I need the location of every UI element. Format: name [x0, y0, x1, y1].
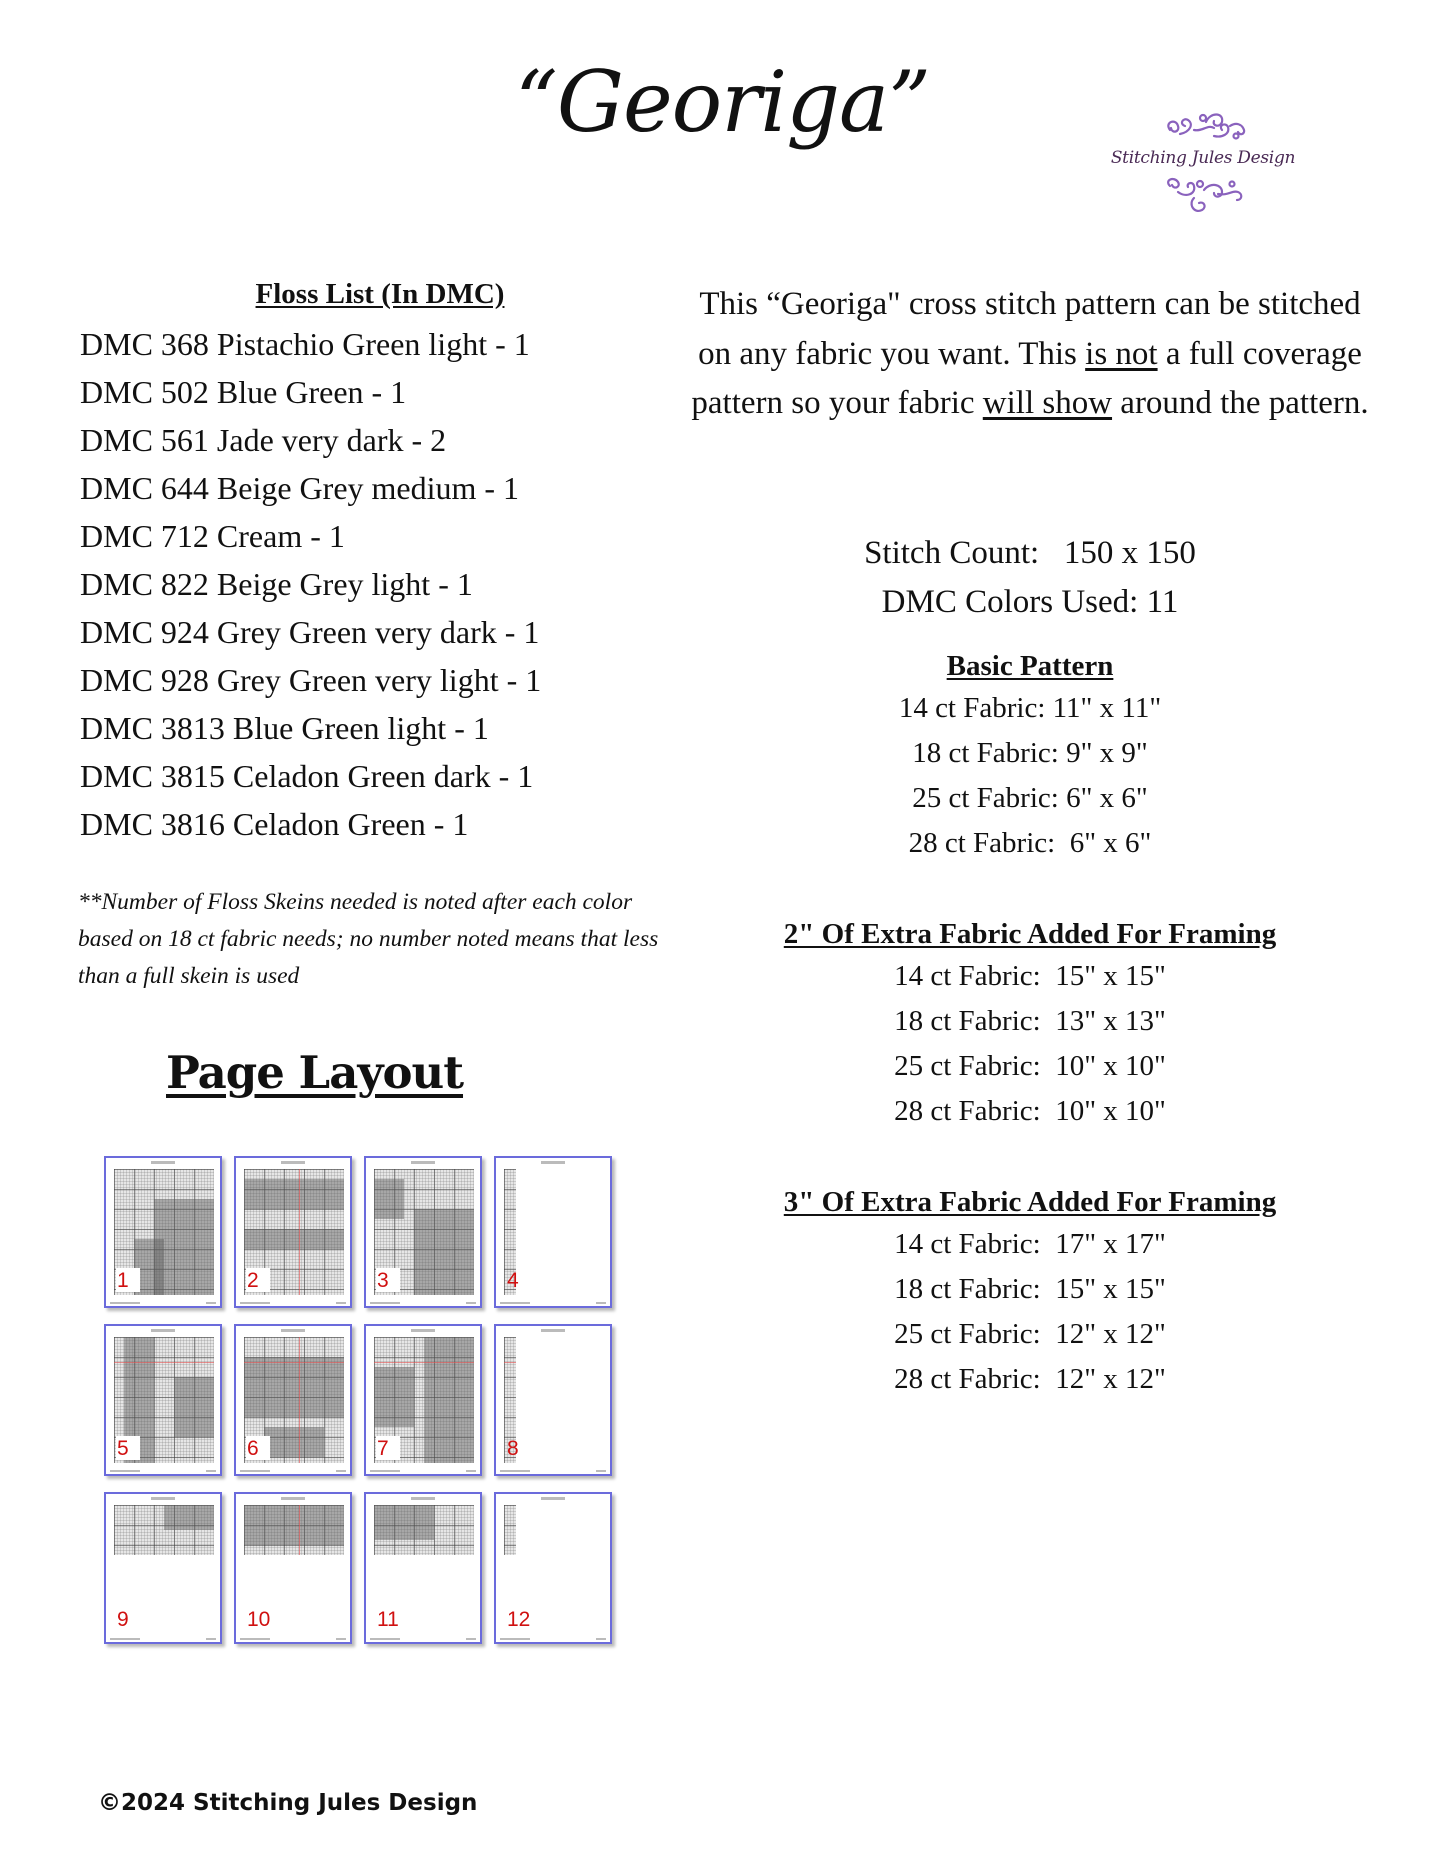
size-row: 25 ct Fabric: 6" x 6" — [912, 782, 1148, 814]
page-number-label: 5 — [117, 1437, 129, 1460]
thumbnail-chart-shading — [264, 1427, 324, 1457]
thumbnail-footer-mark — [500, 1638, 530, 1640]
thumbnail-chart-shading — [414, 1209, 474, 1295]
thumbnail-footer-mark — [500, 1470, 530, 1472]
size-row: 18 ct Fabric: 15" x 15" — [894, 1273, 1166, 1305]
thumbnail-chart-shading — [244, 1179, 344, 1209]
thumbnail-footer-mark — [370, 1638, 400, 1640]
floss-item: DMC 822 Beige Grey light - 1 — [80, 566, 473, 602]
size-row: 28 ct Fabric: 12" x 12" — [894, 1363, 1166, 1395]
thumbnail-page-mark — [206, 1302, 216, 1304]
page-thumbnail — [494, 1156, 612, 1308]
thumbnail-chart-grid — [374, 1505, 474, 1555]
thumbnail-center-line — [114, 1362, 214, 1363]
thumbnail-chart-grid — [504, 1505, 516, 1555]
thumbnail-chart-shading — [164, 1505, 214, 1530]
brand-logo — [1108, 108, 1298, 220]
thumbnail-title-mark — [151, 1329, 175, 1332]
thumbnail-page-mark — [596, 1302, 606, 1304]
intro-text: This “Georiga" cross stitch pattern can be stitched on any fabric you want. This — [698, 286, 1361, 372]
thumbnail-page-mark — [336, 1302, 346, 1304]
thumbnail-title-mark — [411, 1497, 435, 1500]
intro-text: a full coverage pattern so your fabric — [691, 335, 1362, 421]
floss-item: DMC 561 Jade very dark - 2 — [80, 422, 447, 458]
thumbnail-chart-shading — [244, 1229, 344, 1249]
thumbnail-title-mark — [281, 1497, 305, 1500]
thumbnail-title-mark — [151, 1161, 175, 1164]
page-number-label: 11 — [377, 1608, 399, 1631]
thumbnail-chart-shading — [244, 1505, 344, 1545]
page-thumbnail — [364, 1324, 482, 1476]
floss-item: DMC 928 Grey Green very light - 1 — [80, 662, 542, 698]
floss-skein-note: **Number of Floss Skeins needed is noted after each color based on 18 ct fabric needs; no number noted means that less than a full skein is used — [78, 889, 659, 989]
stitch-count: Stitch Count: 150 x 150 — [864, 535, 1196, 571]
size-row: 28 ct Fabric: 6" x 6" — [908, 827, 1152, 859]
thumbnail-footer-mark — [110, 1470, 140, 1472]
thumbnail-title-mark — [411, 1161, 435, 1164]
page-number-label: 4 — [507, 1269, 519, 1292]
section-heading: 3" Of Extra Fabric Added For Framing — [783, 1186, 1277, 1218]
thumbnail-center-line — [374, 1362, 474, 1363]
floss-list-heading: Floss List (In DMC) — [255, 278, 505, 310]
page-thumbnail — [364, 1492, 482, 1644]
thumbnail-chart-grid — [114, 1505, 214, 1555]
thumbnail-footer-mark — [500, 1302, 530, 1304]
page-number-label: 9 — [117, 1608, 129, 1631]
page-number-label: 7 — [377, 1437, 389, 1460]
colors-used: DMC Colors Used: 11 — [881, 584, 1179, 620]
thumbnail-title-mark — [541, 1161, 565, 1164]
extra-3in-section — [690, 1182, 1370, 1402]
size-row: 28 ct Fabric: 10" x 10" — [894, 1095, 1166, 1127]
floss-item: DMC 368 Pistachio Green light - 1 — [80, 326, 530, 362]
copyright-footer: ©2024 Stitching Jules Design — [98, 1790, 478, 1816]
thumbnail-footer-mark — [110, 1302, 140, 1304]
thumbnail-page-mark — [206, 1638, 216, 1640]
section-heading: 2" Of Extra Fabric Added For Framing — [783, 918, 1277, 950]
size-row: 25 ct Fabric: 10" x 10" — [894, 1050, 1166, 1082]
page-number-label: 3 — [377, 1269, 389, 1292]
thumbnail-chart-shading — [424, 1337, 474, 1463]
size-row: 14 ct Fabric: 15" x 15" — [894, 960, 1166, 992]
thumbnail-footer-mark — [370, 1302, 400, 1304]
intro-text: around the pattern. — [1112, 385, 1369, 421]
intro-emphasis-will-show: will show — [982, 385, 1113, 421]
thumbnail-center-line — [299, 1337, 300, 1463]
thumbnail-chart-shading — [374, 1505, 434, 1540]
size-row: 18 ct Fabric: 13" x 13" — [894, 1005, 1166, 1037]
size-row: 14 ct Fabric: 17" x 17" — [894, 1228, 1166, 1260]
thumbnail-chart-shading — [174, 1377, 214, 1437]
floss-item: DMC 3813 Blue Green light - 1 — [80, 710, 489, 746]
thumbnail-center-line — [299, 1505, 300, 1555]
extra-2in-section — [690, 914, 1370, 1134]
thumbnail-footer-mark — [240, 1638, 270, 1640]
page-thumbnail — [364, 1156, 482, 1308]
pattern-title: “Georiga” — [514, 53, 931, 151]
page-number-label: 8 — [507, 1437, 519, 1460]
thumbnail-page-mark — [206, 1470, 216, 1472]
thumbnail-footer-mark — [110, 1638, 140, 1640]
thumbnail-title-mark — [541, 1329, 565, 1332]
page-layout-heading: Page Layout — [166, 1046, 464, 1099]
thumbnail-chart-shading — [374, 1179, 404, 1219]
thumbnail-chart-shading — [374, 1367, 414, 1427]
intro-paragraph — [690, 280, 1370, 429]
page-thumbnail — [234, 1324, 352, 1476]
logo-text: Stitching Jules Design — [1110, 148, 1296, 168]
floss-item: DMC 502 Blue Green - 1 — [80, 374, 407, 410]
thumbnail-page-mark — [336, 1470, 346, 1472]
size-row: 25 ct Fabric: 12" x 12" — [894, 1318, 1166, 1350]
basic-pattern-section — [690, 646, 1370, 866]
floss-item: DMC 924 Grey Green very dark - 1 — [80, 614, 540, 650]
thumbnail-page-mark — [596, 1638, 606, 1640]
page-number-label: 6 — [247, 1437, 259, 1460]
floss-list — [80, 320, 541, 848]
page-thumbnail — [494, 1324, 612, 1476]
swirl-ornament-top-icon — [1108, 108, 1298, 146]
thumbnail-page-mark — [336, 1638, 346, 1640]
page-thumbnail — [234, 1492, 352, 1644]
intro-emphasis-is-not: is not — [1085, 335, 1158, 372]
floss-item: DMC 3815 Celadon Green dark - 1 — [80, 758, 534, 794]
thumbnail-center-line — [299, 1169, 300, 1295]
thumbnail-title-mark — [541, 1497, 565, 1500]
page-thumbnail — [494, 1492, 612, 1644]
page-number-label: 1 — [117, 1269, 129, 1292]
thumbnail-center-line — [504, 1362, 516, 1363]
size-row: 14 ct Fabric: 11" x 11" — [898, 692, 1162, 724]
thumbnail-title-mark — [281, 1329, 305, 1332]
thumbnail-page-mark — [466, 1302, 476, 1304]
swirl-ornament-bottom-icon — [1108, 176, 1298, 220]
thumbnail-page-mark — [466, 1638, 476, 1640]
page-number-label: 12 — [507, 1608, 531, 1631]
size-row: 18 ct Fabric: 9" x 9" — [912, 737, 1148, 769]
section-heading: Basic Pattern — [946, 650, 1114, 682]
page-thumbnail — [104, 1324, 222, 1476]
page-number-label: 2 — [247, 1269, 259, 1292]
page-thumbnail — [104, 1156, 222, 1308]
thumbnail-center-line — [244, 1362, 344, 1363]
thumbnail-chart-shading — [244, 1357, 344, 1417]
floss-item: DMC 712 Cream - 1 — [80, 518, 345, 554]
page-thumbnail — [104, 1492, 222, 1644]
floss-item: DMC 3816 Celadon Green - 1 — [80, 806, 469, 842]
thumbnail-title-mark — [411, 1329, 435, 1332]
thumbnail-chart-grid — [244, 1505, 344, 1555]
thumbnail-footer-mark — [370, 1470, 400, 1472]
page-thumbnail — [234, 1156, 352, 1308]
floss-item: DMC 644 Beige Grey medium - 1 — [80, 470, 520, 506]
thumbnail-page-mark — [596, 1470, 606, 1472]
page-number-label: 10 — [247, 1608, 271, 1631]
thumbnail-title-mark — [281, 1161, 305, 1164]
thumbnail-title-mark — [151, 1497, 175, 1500]
pattern-stats — [690, 529, 1370, 627]
thumbnail-page-mark — [466, 1470, 476, 1472]
thumbnail-footer-mark — [240, 1470, 270, 1472]
thumbnail-footer-mark — [240, 1302, 270, 1304]
